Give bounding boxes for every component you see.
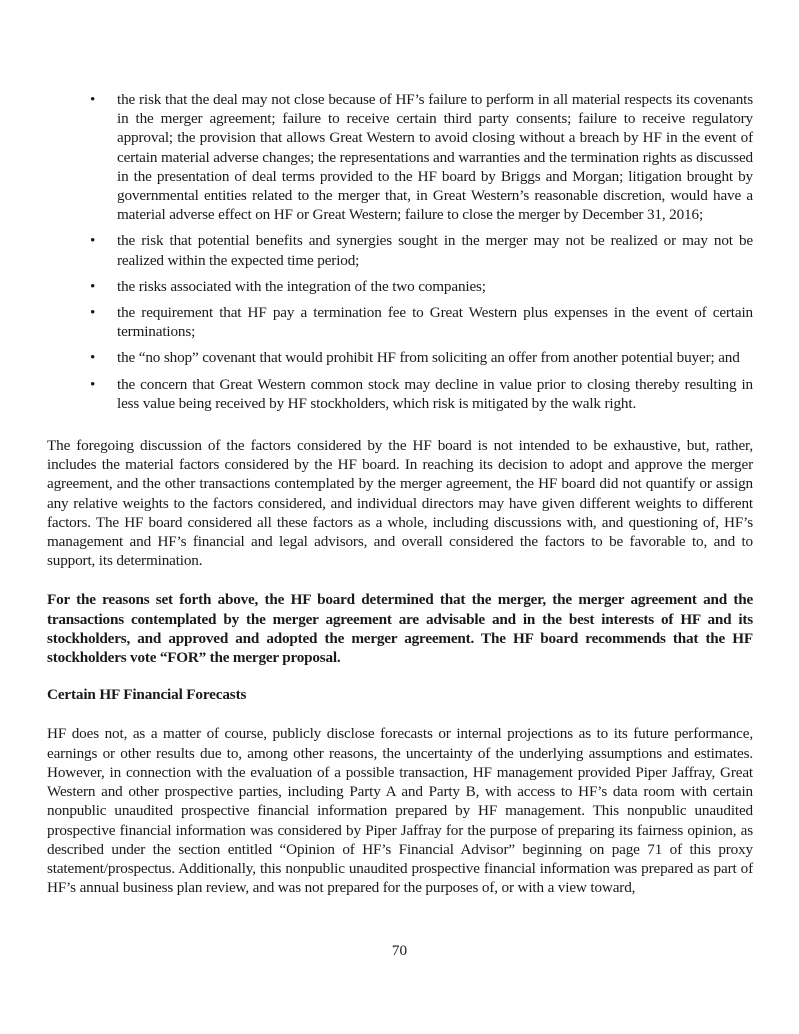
section-heading: Certain HF Financial Forecasts — [47, 686, 247, 704]
bullet-icon: • — [90, 375, 96, 393]
list-item — [47, 277, 753, 296]
list-item-text: the requirement that HF pay a termination fee to Great Western plus expenses in the event of certain terminations; — [117, 304, 753, 341]
bullet-icon: • — [90, 304, 96, 322]
list-item-text: the risk that potential benefits and synergies sought in the merger may not be realized or may not be realized within the expected time period; — [117, 232, 753, 269]
list-item — [47, 303, 753, 341]
document-page — [47, 90, 753, 897]
list-item-text: the “no shop” covenant that would prohibit HF from soliciting an offer from another potential buyer; and — [117, 349, 740, 367]
list-item-text: the concern that Great Western common stock may decline in value prior to closing thereby resulting in less value being received by HF stockholders, which risk is mitigated by the walk right. — [117, 375, 753, 412]
list-item — [47, 375, 753, 413]
bullet-icon: • — [90, 91, 96, 108]
page-number: 70 — [391, 942, 408, 959]
list-item-text: the risks associated with the integration of the two companies; — [117, 277, 486, 295]
list-item-text: the risk that the deal may not close because of HF’s failure to perform in all material respects its covenants in the merger agreement; failure to receive certain third party consents; failure to receive regulatory approval; the provision that allows Great Western to avoid closing without a breach by HF in the event of certain material adverse changes; the representations and warranties and the termination rights as discussed in the presentation of deal terms provided to the HF board by Briggs and Morgan; litigation brought by governmental entities related to the merger that, in Great Western’s reasonable discretion, would have a material adverse effect on HF or Great Western; failure to close the merger by December 31, 2016; — [117, 91, 753, 224]
factors-paragraph: The foregoing discussion of the factors considered by the HF board is not intended to be exhaustive, but, rather, includes the material factors considered by the HF board. In reaching its decision to adopt and approve the merger agreement, and the other transactions contemplated by the merger agreement, the HF board did not quantify or assign any relative weights to the factors considered, and individual directors may have given different weights to different factors. The HF board considered all these factors as a whole, including discussions with, and questioning of, HF’s management and HF’s financial and legal advisors, and overall considered the factors to be favorable to, and to support, its determination. — [47, 437, 753, 570]
bullet-icon: • — [90, 349, 96, 367]
list-item — [47, 348, 753, 367]
list-item — [47, 90, 753, 224]
forecasts-paragraph: HF does not, as a matter of course, publicly disclose forecasts or internal projections as to its future performance, earnings or other results due to, among other reasons, the uncertainty of the underlying assumptions and estimates. However, in connection with the evaluation of a possible transaction, HF management provided Piper Jaffray, Great Western and other prospective parties, including Party A and Party B, with access to HF’s data room with certain nonpublic unaudited prospective financial information prepared by HF management. This nonpublic unaudited prospective financial information was considered by Piper Jaffray for the purpose of preparing its fairness opinion, as described under the section entitled “Opinion of HF’s Financial Advisor” beginning on page 71 of this proxy statement/prospectus. Additionally, this nonpublic unaudited prospective financial information was prepared as part of HF’s annual business plan review, and was not prepared for the purposes of, or with a view toward, — [47, 725, 753, 897]
bullet-icon: • — [90, 232, 96, 250]
bullet-icon: • — [90, 277, 96, 295]
list-item — [47, 231, 753, 269]
board-recommendation-paragraph: For the reasons set forth above, the HF board determined that the merger, the merger agreement and the transactions contemplated by the merger agreement are advisable and in the best interests of HF and its stockholders, and approved and adopted the merger agreement. The HF board recommends that the HF stockholders vote “FOR” the merger proposal. — [47, 591, 753, 667]
risk-factors-list — [47, 90, 753, 413]
